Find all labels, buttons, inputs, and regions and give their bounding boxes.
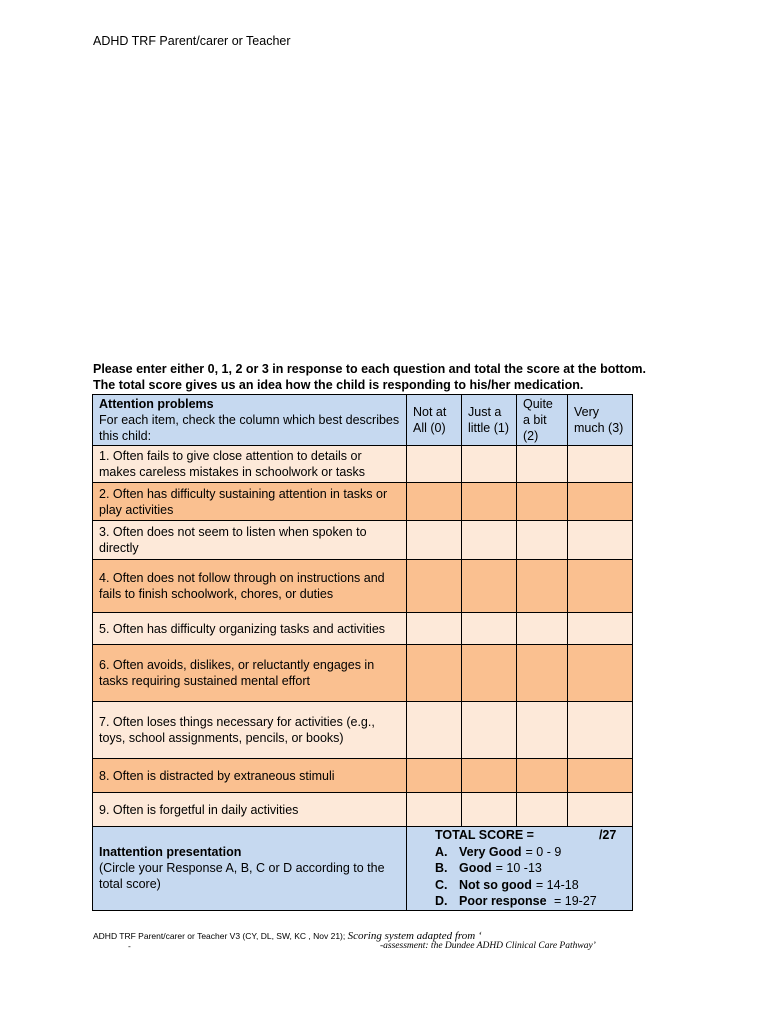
question-text: 4. Often does not follow through on instructions and fails to finish schoolwork, chores, or duties (93, 560, 407, 613)
response-cell-1[interactable] (462, 702, 517, 759)
response-option-b[interactable]: B. Good = 10 -13 (435, 861, 542, 875)
response-cell-1[interactable] (462, 521, 517, 560)
response-cell-2[interactable] (517, 483, 568, 521)
response-cell-0[interactable] (407, 560, 462, 613)
response-cell-1[interactable] (462, 446, 517, 483)
response-cell-1[interactable] (462, 645, 517, 702)
table-row (93, 793, 633, 827)
table-row (93, 483, 633, 521)
question-text: 9. Often is forgetful in daily activities (93, 793, 407, 827)
response-cell-3[interactable] (568, 613, 633, 645)
response-cell-2[interactable] (517, 759, 568, 793)
section-header-cell (93, 395, 407, 446)
response-cell-3[interactable] (568, 759, 633, 793)
question-text: 2. Often has difficulty sustaining attention in tasks or play activities (93, 483, 407, 521)
total-score-line (435, 827, 626, 844)
page-header: ADHD TRF Parent/carer or Teacher (93, 34, 291, 48)
response-cell-3[interactable] (568, 483, 633, 521)
table-row (93, 521, 633, 560)
response-cell-3[interactable] (568, 645, 633, 702)
table-row (93, 759, 633, 793)
response-cell-2[interactable] (517, 446, 568, 483)
response-cell-3[interactable] (568, 702, 633, 759)
response-cell-0[interactable] (407, 613, 462, 645)
response-cell-1[interactable] (462, 560, 517, 613)
response-cell-0[interactable] (407, 759, 462, 793)
footer-version: ADHD TRF Parent/carer or Teacher V3 (CY, DL, SW, KC , Nov 21); (93, 931, 346, 941)
response-cell-3[interactable] (568, 793, 633, 827)
response-cell-0[interactable] (407, 446, 462, 483)
question-text: 6. Often avoids, dislikes, or reluctantly engages in tasks requiring sustained mental effort (93, 645, 407, 702)
response-cell-2[interactable] (517, 645, 568, 702)
column-header-just-a-little: Just a little (1) (462, 395, 517, 446)
section-title: Attention problems (99, 397, 214, 411)
summary-description: (Circle your Response A, B, C or D according to the total score) (99, 861, 385, 892)
question-text: 1. Often fails to give close attention to details or makes careless mistakes in schoolwork or tasks (93, 446, 407, 483)
response-cell-1[interactable] (462, 483, 517, 521)
table-header-row (93, 395, 633, 446)
response-cell-2[interactable] (517, 702, 568, 759)
scoring-cell (407, 827, 633, 911)
instruction-line-2: The total score gives us an idea how the child is responding to his/her medication. (93, 378, 584, 392)
summary-row (93, 827, 633, 911)
response-cell-1[interactable] (462, 759, 517, 793)
response-cell-2[interactable] (517, 613, 568, 645)
table-row (93, 446, 633, 483)
table-row (93, 702, 633, 759)
total-score-suffix: /27 (598, 828, 617, 842)
instruction-line-1: Please enter either 0, 1, 2 or 3 in response to each question and total the score at the bottom. (93, 362, 646, 376)
summary-title: Inattention presentation (99, 845, 242, 860)
response-cell-2[interactable] (517, 560, 568, 613)
footer-dash: - (128, 941, 131, 951)
response-cell-0[interactable] (407, 483, 462, 521)
footer-scoring-source: Scoring system adapted from ‘ (347, 930, 482, 942)
table-row (93, 613, 633, 645)
response-cell-3[interactable] (568, 560, 633, 613)
column-header-quite-a-bit: Quite a bit (2) (517, 395, 568, 446)
question-text: 3. Often does not seem to listen when spoken to directly (93, 521, 407, 560)
column-header-not-at-all: Not at All (0) (407, 395, 462, 446)
response-cell-3[interactable] (568, 521, 633, 560)
response-option-d[interactable]: D. Poor response = 19-27 (435, 894, 597, 908)
section-description: For each item, check the column which best describes this child: (99, 413, 400, 443)
response-cell-2[interactable] (517, 793, 568, 827)
response-cell-0[interactable] (407, 645, 462, 702)
footer-line-2 (128, 941, 596, 951)
total-score-label: TOTAL SCORE = (435, 828, 534, 842)
response-cell-0[interactable] (407, 793, 462, 827)
response-cell-2[interactable] (517, 521, 568, 560)
response-cell-3[interactable] (568, 446, 633, 483)
question-text: 8. Often is distracted by extraneous stimuli (93, 759, 407, 793)
table-row (93, 645, 633, 702)
footer-pathway-reference: -assessment: the Dundee ADHD Clinical Care Pathway’ (380, 941, 596, 951)
response-options (435, 844, 626, 910)
response-option-c[interactable]: C. Not so good = 14-18 (435, 877, 579, 892)
summary-description-cell (93, 827, 407, 911)
response-cell-1[interactable] (462, 793, 517, 827)
question-text: 5. Often has difficulty organizing tasks and activities (93, 613, 407, 645)
response-cell-0[interactable] (407, 702, 462, 759)
rating-table (92, 394, 633, 911)
question-text: 7. Often loses things necessary for activities (e.g., toys, school assignments, pencils, or books) (93, 702, 407, 759)
response-cell-0[interactable] (407, 521, 462, 560)
response-cell-1[interactable] (462, 613, 517, 645)
response-option-a[interactable]: A. Very Good = 0 - 9 (435, 844, 562, 859)
column-header-very-much: Very much (3) (568, 395, 633, 446)
table-row (93, 560, 633, 613)
instructions (93, 361, 653, 393)
